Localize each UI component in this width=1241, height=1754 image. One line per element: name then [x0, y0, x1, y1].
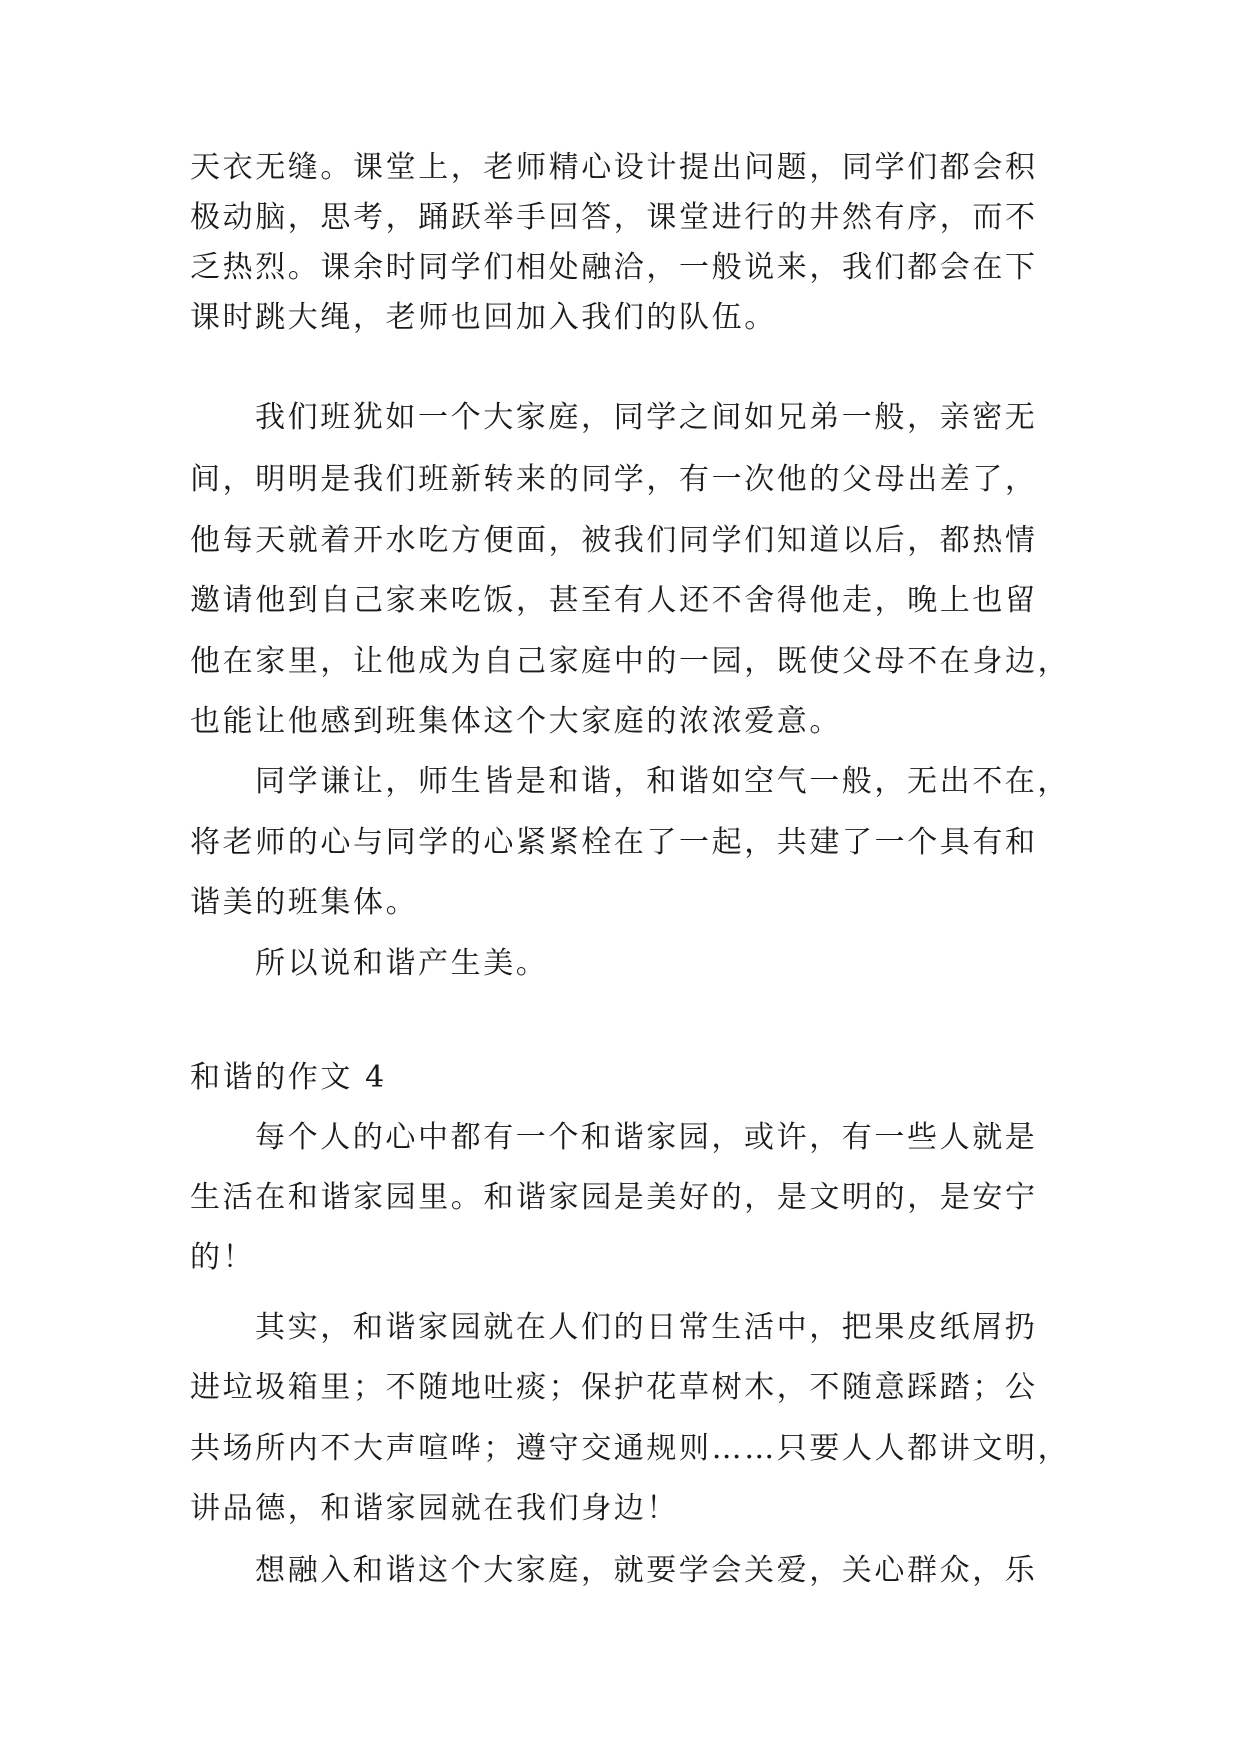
text-line: 他每天就着开水吃方便面，被我们同学们知道以后，都热情: [190, 523, 1038, 558]
text-line: 进垃圾箱里；不随地吐痰；保护花草树木，不随意踩踏；公: [190, 1370, 1038, 1405]
text-line: 也能让他感到班集体这个大家庭的浓浓爱意。: [190, 704, 842, 739]
text-line: 的！: [190, 1240, 256, 1275]
text-line: 课时跳大绳，老师也回加入我们的队伍。: [190, 300, 777, 335]
text-line: 想融入和谐这个大家庭，就要学会关爱，关心群众，乐: [255, 1553, 1038, 1588]
text-line: 邀请他到自己家来吃饭，甚至有人还不舍得他走，晚上也留: [190, 583, 1038, 618]
text-line: 将老师的心与同学的心紧紧栓在了一起，共建了一个具有和: [190, 825, 1038, 860]
text-line: 所以说和谐产生美。: [255, 946, 549, 981]
text-line: 极动脑，思考，踊跃举手回答，课堂进行的井然有序，而不: [190, 200, 1038, 235]
text-line: 间，明明是我们班新转来的同学，有一次他的父母出差了，: [190, 462, 1038, 497]
text-line: 同学谦让，师生皆是和谐，和谐如空气一般，无出不在，: [255, 764, 1070, 799]
text-line: 谐美的班集体。: [190, 885, 419, 920]
text-line: 生活在和谐家园里。和谐家园是美好的，是文明的，是安宁: [190, 1180, 1038, 1215]
text-line: 共场所内不大声喧哗；遵守交通规则……只要人人都讲文明，: [190, 1431, 1071, 1466]
text-line: 每个人的心中都有一个和谐家园，或许，有一些人就是: [255, 1120, 1038, 1155]
text-line: 我们班犹如一个大家庭，同学之间如兄弟一般，亲密无: [255, 400, 1038, 435]
text-line: 其实，和谐家园就在人们的日常生活中，把果皮纸屑扔: [255, 1310, 1038, 1345]
section-heading: 和谐的作文 4: [190, 1060, 387, 1095]
text-line: 乏热烈。课余时同学们相处融洽，一般说来，我们都会在下: [190, 250, 1038, 285]
text-line: 天衣无缝。课堂上，老师精心设计提出问题，同学们都会积: [190, 150, 1038, 185]
text-line: 他在家里，让他成为自己家庭中的一园，既使父母不在身边，: [190, 644, 1071, 679]
text-line: 讲品德，和谐家园就在我们身边！: [190, 1491, 679, 1526]
